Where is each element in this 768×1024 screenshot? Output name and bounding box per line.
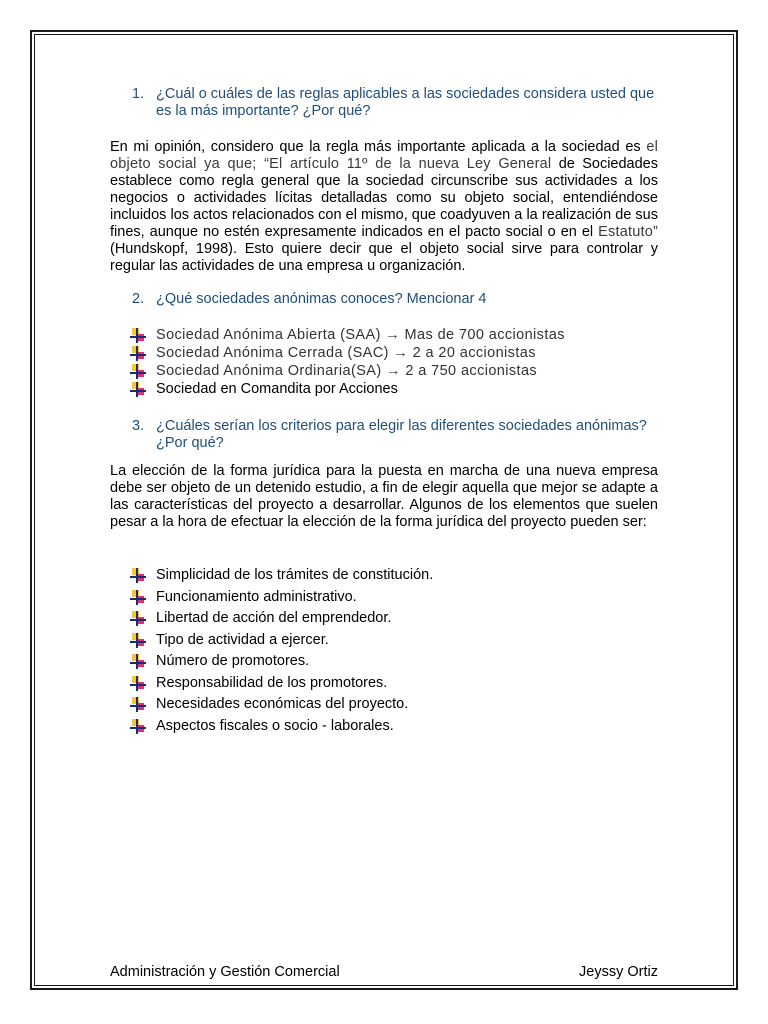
list-item-text: Aspectos fiscales o socio - laborales. [156, 717, 394, 734]
bullet-icon [130, 676, 148, 692]
answer-1-part-1: En mi opinión, considero que la regla más importante aplicada a la sociedad es [110, 139, 641, 155]
list-item [130, 326, 670, 344]
list-item [130, 565, 670, 587]
bullet-icon [130, 697, 148, 713]
list-item [130, 630, 670, 652]
list-item [130, 587, 670, 609]
list-item [130, 673, 670, 695]
question-1 [132, 86, 662, 120]
societies-list [130, 326, 670, 398]
criteria-list [130, 565, 670, 737]
list-item [130, 694, 670, 716]
list-item-text: Responsabilidad de los promotores. [156, 674, 388, 691]
question-text: ¿Cuáles serían los criterios para elegir las diferentes sociedades anónimas? ¿Por qué? [156, 418, 647, 451]
list-item [130, 344, 670, 362]
question-number: 1. [132, 86, 145, 102]
bullet-icon [130, 328, 148, 344]
answer-1-paragraph [110, 139, 658, 275]
list-item-text: Sociedad Anónima Cerrada (SAC) → 2 a 20 accionistas [156, 345, 536, 361]
list-item [130, 608, 670, 630]
list-item-text: Tipo de actividad a ejercer. [156, 631, 329, 648]
question-3 [132, 418, 662, 452]
bullet-icon [130, 346, 148, 362]
list-item-text: Necesidades económicas del proyecto. [156, 696, 409, 712]
answer-1-part-3: de Sociedades establece como regla general que la sociedad circunscribe sus actividades a los negocios o actividades lícitas detalladas como su objeto social, entendiéndose incluidos los actos relacionados con el mismo, que coadyuven a la realización de sus fines, aunque no estén expresamente indicados en el pacto social o en el [110, 156, 658, 240]
list-item-text: Simplicidad de los trámites de constitución. [156, 567, 434, 583]
list-item-text: Funcionamiento administrativo. [156, 588, 357, 605]
bullet-icon [130, 382, 148, 398]
answer-3-paragraph: La elección de la forma jurídica para la puesta en marcha de una nueva empresa debe ser objeto de un detenido estudio, a fin de elegir aquella que mejor se adapte a las características del proyecto a desarrollar. Algunos de los elementos que suelen pesar a la hora de efectuar la elección de la forma jurídica del proyecto pueden ser: [110, 463, 658, 530]
question-2 [132, 291, 662, 308]
question-number: 3. [132, 418, 145, 434]
bullet-icon [130, 590, 148, 606]
bullet-icon [130, 568, 148, 584]
footer-right: Jeyssy Ortiz [579, 964, 658, 980]
bullet-icon [130, 364, 148, 380]
answer-1-part-4: Estatuto” [598, 224, 658, 240]
list-item-text: Sociedad en Comandita por Acciones [156, 381, 398, 397]
question-text: ¿Cuál o cuáles de las reglas aplicables a las sociedades considera usted que es la más importante? ¿Por qué? [156, 86, 655, 119]
list-item-text: Libertad de acción del emprendedor. [156, 610, 392, 626]
answer-1-part-5: (Hundskopf, 1998). Esto quiere decir que el objeto social sirve para controlar y regular las actividades de una empresa u organización. [110, 241, 658, 274]
list-item [130, 716, 670, 738]
footer-left: Administración y Gestión Comercial [110, 964, 340, 980]
answer-1-part-2: el objeto social ya que; “El artículo 11º de la nueva Ley General [110, 139, 658, 172]
bullet-icon [130, 633, 148, 649]
list-item-text: Sociedad Anónima Ordinaria(SA) → 2 a 750 accionistas [156, 363, 538, 379]
list-item [130, 380, 670, 398]
bullet-icon [130, 654, 148, 670]
list-item-text: Número de promotores. [156, 653, 310, 669]
bullet-icon [130, 611, 148, 627]
question-text: ¿Qué sociedades anónimas conoces? Mencionar 4 [156, 291, 487, 307]
question-number: 2. [132, 291, 145, 307]
list-item [130, 651, 670, 673]
list-item [130, 362, 670, 380]
list-item-text: Sociedad Anónima Abierta (SAA) → Mas de 700 accionistas [156, 327, 565, 343]
bullet-icon [130, 719, 148, 735]
